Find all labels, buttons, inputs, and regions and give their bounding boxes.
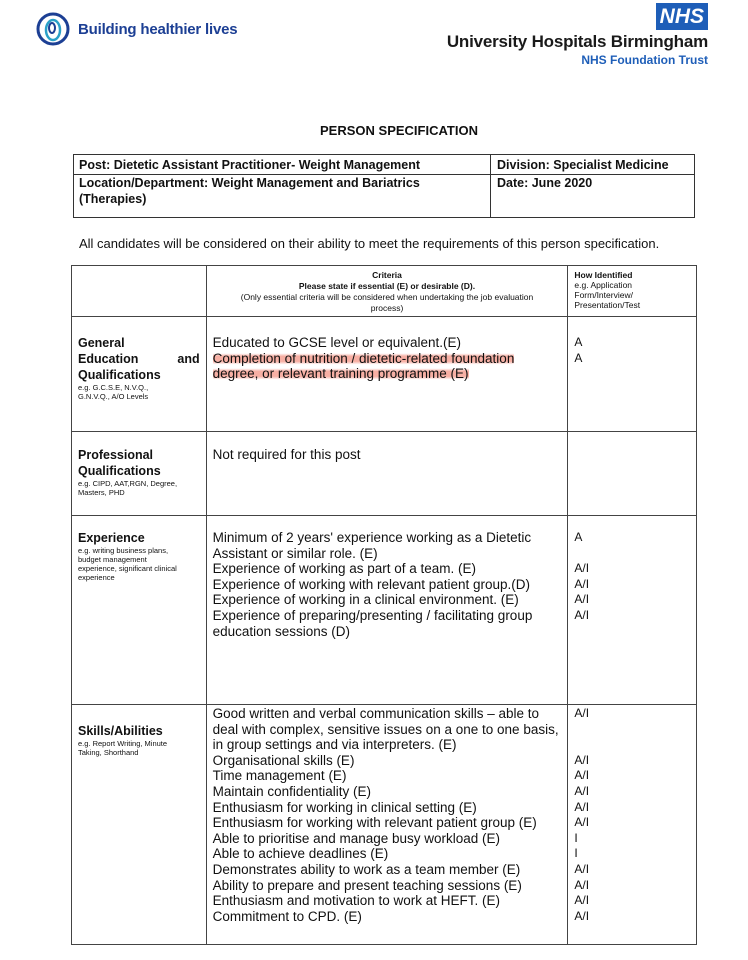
example-line: experience <box>78 573 115 582</box>
criteria-line: Experience of preparing/presenting / facilitating group <box>212 607 533 623</box>
how-value: I <box>574 846 578 861</box>
example-line: e.g. writing business plans, <box>78 546 169 555</box>
post-details-left <box>74 155 491 217</box>
how-value: A/I <box>574 815 590 830</box>
trust-name: NHS Foundation Trust <box>581 53 708 67</box>
how-value: A/I <box>574 783 590 798</box>
criteria-line: deal with complex, sensitive issues on a one to one basis, <box>212 721 559 737</box>
section-row-general-education <box>72 317 697 432</box>
uhb-logo <box>34 10 237 48</box>
criteria-line: Organisational skills (E) <box>212 752 355 768</box>
criteria-line: Enthusiasm and motivation to work at HEFT. (E) <box>212 893 500 909</box>
how-cell <box>568 317 697 432</box>
criteria-line-highlighted <box>213 351 562 367</box>
intro-text: All candidates will be considered on their ability to meet the requirements of this person specification. <box>79 236 660 251</box>
criteria-line: Assistant or similar role. (E) <box>212 545 378 561</box>
how-identified-heading: How Identified <box>574 270 633 280</box>
how-value <box>574 737 690 753</box>
how-value: A <box>574 530 583 544</box>
criteria-line: Commitment to CPD. (E) <box>212 908 362 924</box>
criteria-line: Minimum of 2 years' experience working as a Dietetic <box>212 530 532 545</box>
criteria-line: Maintain confidentiality (E) <box>212 783 371 799</box>
how-value <box>574 722 690 738</box>
criteria-line: Educated to GCSE level or equivalent.(E) <box>212 335 462 350</box>
how-value: A/I <box>574 706 590 720</box>
criteria-line: Not required for this post <box>212 447 361 462</box>
swirl-logo-icon <box>34 10 72 48</box>
division: Division: Specialist Medicine <box>491 157 694 175</box>
how-identified-eg-1: e.g. Application <box>574 280 633 290</box>
how-value: A <box>574 350 583 365</box>
how-value: A/I <box>574 799 590 814</box>
criteria-line: in group settings and via interpreters. (E) <box>212 737 457 753</box>
how-value <box>574 546 690 562</box>
post-title: Post: Dietetic Assistant Practitioner- Weight Management <box>74 157 490 175</box>
post-details-right <box>491 155 694 217</box>
section-row-professional-qualifications <box>72 432 697 516</box>
how-value: A/I <box>574 877 590 892</box>
category-title: Experience <box>78 531 145 545</box>
category-title-line: Qualifications <box>78 368 161 382</box>
how-value: A/I <box>574 893 590 908</box>
table-header-row <box>72 266 697 317</box>
category-cell <box>72 432 207 516</box>
criteria-subnote-2: process) <box>370 303 404 313</box>
category-example <box>78 479 200 497</box>
how-cell <box>568 432 697 516</box>
tagline: Building healthier lives <box>78 20 238 38</box>
example-line: Taking, Shorthand <box>78 748 139 757</box>
how-cell <box>568 705 697 945</box>
category-title-line: Professional <box>78 448 154 462</box>
criteria-line: Experience of working with relevant patient group.(D) <box>212 576 531 592</box>
category-title-line: General <box>78 336 125 350</box>
how-cell <box>568 516 697 705</box>
category-example <box>78 739 200 757</box>
criteria-header <box>206 266 568 317</box>
example-line: e.g. CIPD, AAT,RGN, Degree, <box>78 479 178 488</box>
highlighted-text: Completion of nutrition / dietetic-related foundation <box>212 350 515 366</box>
how-value: A/I <box>574 768 590 783</box>
category-title-line: Qualifications <box>78 464 161 478</box>
criteria-line: Able to prioritise and manage busy workload (E) <box>212 830 501 846</box>
section-row-skills-abilities <box>72 705 697 945</box>
criteria-cell <box>206 516 568 705</box>
location-line-2: (Therapies) <box>79 192 147 206</box>
criteria-subnote-1: (Only essential criteria will be considered when undertaking the job evaluation <box>240 292 534 302</box>
criteria-line: Enthusiasm for working in clinical setting (E) <box>212 799 477 815</box>
criteria-cell <box>206 705 568 945</box>
category-title-word: Education <box>78 352 139 366</box>
how-value: A/I <box>574 592 590 607</box>
category-example <box>78 546 200 582</box>
category-title-word: and <box>177 352 200 366</box>
person-specification-table <box>71 265 697 945</box>
criteria-line: Ability to prepare and present teaching sessions (E) <box>212 877 522 893</box>
example-line: G.N.V.Q., A/O Levels <box>78 392 149 401</box>
highlighted-text: degree, or relevant training programme (E) <box>212 366 469 382</box>
nhs-header <box>447 3 708 67</box>
criteria-line: Time management (E) <box>212 768 347 784</box>
how-identified-eg-2: Form/Interview/ <box>574 290 633 300</box>
category-title <box>78 335 200 383</box>
criteria-line: Good written and verbal communication skills – able to <box>212 706 540 721</box>
category-title: Skills/Abilities <box>78 724 163 738</box>
criteria-line-highlighted <box>213 366 562 382</box>
criteria-line: Demonstrates ability to work as a team member (E) <box>212 861 521 877</box>
how-value: A/I <box>574 752 590 767</box>
category-title-line-justify <box>78 351 200 367</box>
criteria-heading: Criteria <box>372 270 402 280</box>
example-line: experience, significant clinical <box>78 564 177 573</box>
category-cell <box>72 705 207 945</box>
criteria-note: Please state if essential (E) or desirable (D). <box>298 281 476 291</box>
how-value: I <box>574 830 578 845</box>
how-value: A/I <box>574 607 590 622</box>
post-details-table <box>73 154 695 218</box>
nhs-badge: NHS <box>656 3 708 30</box>
category-cell <box>72 516 207 705</box>
how-value: A/I <box>574 908 590 923</box>
criteria-cell <box>206 317 568 432</box>
how-value: A/I <box>574 576 590 591</box>
category-cell <box>72 317 207 432</box>
how-value: A/I <box>574 561 590 576</box>
example-line: e.g. G.C.S.E, N.V.Q., <box>78 383 149 392</box>
example-line: budget management <box>78 555 147 564</box>
criteria-line: Experience of working as part of a team. (E) <box>212 561 477 577</box>
how-value: A/I <box>574 861 590 876</box>
criteria-line: Able to achieve deadlines (E) <box>212 846 389 862</box>
example-line: Masters, PHD <box>78 488 125 497</box>
location-line-1: Location/Department: Weight Management and Bariatrics <box>79 176 420 190</box>
criteria-line: Experience of working in a clinical environment. (E) <box>212 592 519 608</box>
criteria-line: education sessions (D) <box>212 623 350 639</box>
example-line: e.g. Report Writing, Minute <box>78 739 168 748</box>
date: Date: June 2020 <box>497 176 593 190</box>
document-title: PERSON SPECIFICATION <box>320 123 478 138</box>
section-row-experience <box>72 516 697 705</box>
criteria-cell <box>206 432 568 516</box>
how-value: A <box>574 335 583 349</box>
category-title <box>78 447 200 479</box>
criteria-line: Enthusiasm for working with relevant patient group (E) <box>212 815 537 831</box>
header-empty-cell <box>72 266 207 317</box>
how-identified-header <box>568 266 697 317</box>
organisation-name: University Hospitals Birmingham <box>446 32 708 51</box>
how-identified-eg-3: Presentation/Test <box>574 300 641 310</box>
category-example <box>78 383 200 401</box>
